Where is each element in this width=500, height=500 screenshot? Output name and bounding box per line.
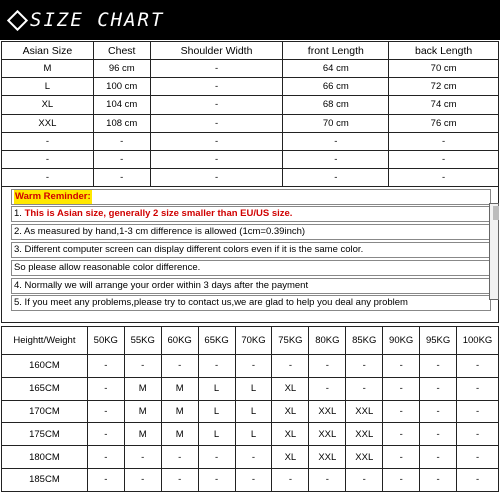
reminder-scroll-thumb[interactable]	[493, 206, 499, 220]
weight-table-cell: XXL	[309, 400, 346, 423]
size-table-cell: 70 cm	[283, 114, 389, 132]
weight-table-cell: XXL	[309, 446, 346, 469]
table-row	[2, 355, 499, 378]
weight-table-cell: -	[420, 355, 457, 378]
size-table-cell: -	[93, 150, 150, 168]
weight-table-cell: -	[420, 400, 457, 423]
weight-table-cell: L	[198, 400, 235, 423]
weight-table-cell: L	[235, 400, 272, 423]
table-row	[2, 96, 499, 114]
size-table-cell: -	[283, 150, 389, 168]
reminder-title: Warm Reminder:	[15, 191, 91, 202]
weight-table-cell: -	[457, 400, 499, 423]
size-table-cell: 64 cm	[283, 60, 389, 78]
reminder-line-1-prefix: 1.	[14, 208, 25, 219]
weight-table-column-header: 70KG	[235, 327, 272, 355]
weight-table-cell: XXL	[346, 400, 383, 423]
table-row	[2, 446, 499, 469]
weight-table-cell: -	[383, 377, 420, 400]
weight-table-cell: XL	[272, 446, 309, 469]
weight-table-cell: -	[383, 468, 420, 491]
size-table-cell: -	[2, 150, 94, 168]
weight-table-column-header: 85KG	[346, 327, 383, 355]
weight-table-cell: XL	[272, 423, 309, 446]
size-table-cell: 70 cm	[389, 60, 499, 78]
weight-table-cell: -	[346, 468, 383, 491]
size-table-header-row	[2, 42, 499, 60]
weight-table-column-header: 65KG	[198, 327, 235, 355]
weight-table-cell: -	[87, 423, 124, 446]
weight-table-cell: 160CM	[2, 355, 88, 378]
weight-table-cell: -	[161, 468, 198, 491]
weight-table-column-header: 55KG	[124, 327, 161, 355]
weight-table-cell: -	[420, 468, 457, 491]
weight-table-cell: XL	[272, 377, 309, 400]
weight-table-cell: XXL	[346, 423, 383, 446]
table-row	[2, 423, 499, 446]
size-chart-header	[0, 0, 500, 40]
size-table-cell: -	[93, 132, 150, 150]
weight-table-cell: -	[87, 377, 124, 400]
weight-table-cell: M	[161, 423, 198, 446]
table-row	[2, 169, 499, 187]
size-table-cell: 66 cm	[283, 78, 389, 96]
weight-table-cell: -	[124, 468, 161, 491]
weight-table-cell: M	[124, 377, 161, 400]
weight-table-cell: -	[457, 446, 499, 469]
table-row	[2, 114, 499, 132]
table-row	[2, 150, 499, 168]
weight-table-cell: -	[124, 355, 161, 378]
size-table-cell: 96 cm	[93, 60, 150, 78]
weight-table-column-header: 90KG	[383, 327, 420, 355]
reminder-title-row	[11, 189, 491, 205]
size-table-cell: -	[283, 169, 389, 187]
weight-table-column-header: Heightt/Weight	[2, 327, 88, 355]
size-table-column-header: Shoulder Width	[150, 42, 283, 60]
weight-table-column-header: 95KG	[420, 327, 457, 355]
size-table-cell: -	[150, 150, 283, 168]
weight-table-cell: -	[383, 400, 420, 423]
size-table-column-header: Asian Size	[2, 42, 94, 60]
size-table-cell: M	[2, 60, 94, 78]
table-row	[2, 468, 499, 491]
size-table-cell: 72 cm	[389, 78, 499, 96]
weight-table-cell: -	[457, 423, 499, 446]
weight-table-cell: -	[198, 468, 235, 491]
weight-table-cell: -	[87, 355, 124, 378]
table-row	[2, 400, 499, 423]
page-title: SIZE CHART	[30, 9, 165, 31]
weight-table-cell: -	[383, 446, 420, 469]
weight-table-cell: -	[235, 468, 272, 491]
size-table-cell: XL	[2, 96, 94, 114]
size-table-cell: 100 cm	[93, 78, 150, 96]
weight-table-cell: -	[87, 446, 124, 469]
weight-table-cell: -	[124, 446, 161, 469]
weight-table-cell: XXL	[346, 446, 383, 469]
size-table-cell: 108 cm	[93, 114, 150, 132]
reminder-line-3: 3. Different computer screen can display different colors even if it is the same color.	[11, 242, 491, 258]
weight-table-cell: -	[272, 468, 309, 491]
weight-table-cell: L	[198, 423, 235, 446]
weight-table-cell: M	[161, 400, 198, 423]
weight-table-cell: -	[272, 355, 309, 378]
size-table-column-header: Chest	[93, 42, 150, 60]
size-table-cell: -	[150, 132, 283, 150]
reminder-line-5: 5. If you meet any problems,please try to contact us,we are glad to help you deal any problem	[11, 295, 491, 311]
reminder-line-3b: So please allow reasonable color difference.	[11, 260, 491, 276]
weight-table-cell: -	[235, 446, 272, 469]
weight-table-cell: 170CM	[2, 400, 88, 423]
weight-table-cell: M	[124, 423, 161, 446]
weight-table-column-header: 100KG	[457, 327, 499, 355]
size-table-cell: -	[389, 169, 499, 187]
size-table-cell: 104 cm	[93, 96, 150, 114]
size-table-cell: 74 cm	[389, 96, 499, 114]
weight-table-cell: -	[420, 446, 457, 469]
diamond-icon	[7, 10, 28, 31]
weight-table-cell: -	[420, 377, 457, 400]
reminder-line-1	[11, 206, 491, 222]
table-row	[2, 377, 499, 400]
weight-table-column-header: 50KG	[87, 327, 124, 355]
weight-table-cell: -	[87, 468, 124, 491]
weight-table-cell: L	[198, 377, 235, 400]
weight-table-cell: -	[309, 355, 346, 378]
weight-table-cell: -	[198, 446, 235, 469]
weight-table-cell: 185CM	[2, 468, 88, 491]
size-table-column-header: front Length	[283, 42, 389, 60]
weight-table-cell: -	[309, 468, 346, 491]
size-table-cell: 76 cm	[389, 114, 499, 132]
weight-table-cell: -	[457, 355, 499, 378]
table-row	[2, 60, 499, 78]
weight-table-cell: -	[383, 423, 420, 446]
weight-table-cell: -	[309, 377, 346, 400]
weight-table-column-header: 60KG	[161, 327, 198, 355]
size-table-cell: -	[150, 114, 283, 132]
size-table-cell: -	[150, 169, 283, 187]
size-table-cell: -	[150, 96, 283, 114]
weight-table-cell: -	[346, 355, 383, 378]
weight-table-column-header: 75KG	[272, 327, 309, 355]
weight-table-cell: L	[235, 377, 272, 400]
size-table-column-header: back Length	[389, 42, 499, 60]
size-table-cell: -	[150, 60, 283, 78]
size-table	[1, 41, 499, 187]
weight-table-cell: -	[457, 468, 499, 491]
weight-table-cell: -	[161, 446, 198, 469]
weight-table-column-header: 80KG	[309, 327, 346, 355]
weight-table-cell: L	[235, 423, 272, 446]
weight-table-cell: -	[235, 355, 272, 378]
weight-table-cell: 165CM	[2, 377, 88, 400]
weight-table-cell: XL	[272, 400, 309, 423]
size-table-cell: -	[283, 132, 389, 150]
size-table-cell: -	[2, 169, 94, 187]
weight-table-header-row	[2, 327, 499, 355]
table-row	[2, 132, 499, 150]
weight-table-cell: M	[161, 377, 198, 400]
weight-table-cell: 175CM	[2, 423, 88, 446]
weight-table-cell: -	[420, 423, 457, 446]
reminder-line-2: 2. As measured by hand,1-3 cm difference is allowed (1cm=0.39inch)	[11, 224, 491, 240]
weight-table-cell: XXL	[309, 423, 346, 446]
size-table-cell: -	[389, 132, 499, 150]
weight-table-cell: -	[198, 355, 235, 378]
size-table-cell: -	[150, 78, 283, 96]
weight-table-cell: -	[87, 400, 124, 423]
warm-reminder-panel	[1, 186, 499, 323]
size-table-cell: -	[2, 132, 94, 150]
weight-table-cell: 180CM	[2, 446, 88, 469]
weight-table-cell: -	[161, 355, 198, 378]
weight-table-cell: -	[457, 377, 499, 400]
reminder-line-1-emphasis: This is Asian size, generally 2 size smaller than EU/US size.	[24, 208, 293, 219]
size-table-cell: -	[93, 169, 150, 187]
size-table-cell: 68 cm	[283, 96, 389, 114]
weight-table-cell: M	[124, 400, 161, 423]
table-row	[2, 78, 499, 96]
reminder-line-4: 4. Normally we will arrange your order within 3 days after the payment	[11, 278, 491, 294]
size-table-cell: L	[2, 78, 94, 96]
size-table-cell: -	[389, 150, 499, 168]
size-table-cell: XXL	[2, 114, 94, 132]
weight-table-cell: -	[346, 377, 383, 400]
weight-table-cell: -	[383, 355, 420, 378]
height-weight-table	[1, 326, 499, 492]
